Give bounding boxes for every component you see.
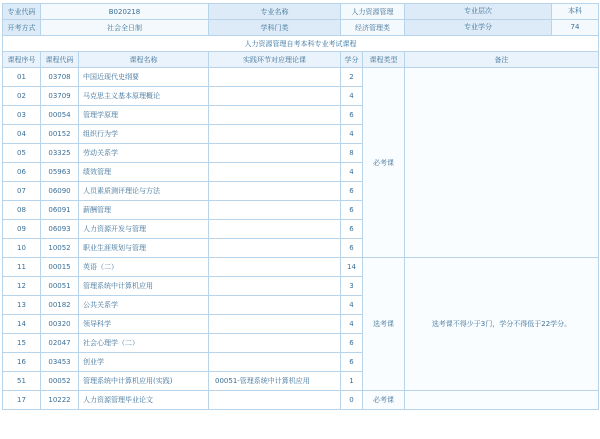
course-practice: [209, 144, 341, 163]
course-code: 10052: [41, 239, 79, 258]
course-name: 人力资源开发与管理: [79, 220, 209, 239]
course-practice: [209, 353, 341, 372]
course-code: 00052: [41, 372, 79, 391]
header-row-1: [3, 4, 599, 20]
course-code: 03708: [41, 68, 79, 87]
course-credit: 6: [341, 106, 363, 125]
course-seq: 03: [3, 106, 41, 125]
course-seq: 13: [3, 296, 41, 315]
course-code: 00182: [41, 296, 79, 315]
course-name: 人力资源管理毕业论文: [79, 391, 209, 410]
course-name: 管理学原理: [79, 106, 209, 125]
course-code: 10222: [41, 391, 79, 410]
subject-category-value: 经济管理类: [341, 20, 405, 36]
table-row: [3, 258, 599, 277]
col-note-header: 备注: [405, 52, 599, 68]
course-practice: [209, 201, 341, 220]
course-note: [405, 391, 599, 410]
course-seq: 51: [3, 372, 41, 391]
course-seq: 01: [3, 68, 41, 87]
course-name: 公共关系学: [79, 296, 209, 315]
major-code-label: 专业代码: [3, 4, 41, 20]
course-seq: 11: [3, 258, 41, 277]
column-header-row: [3, 52, 599, 68]
major-level-value: 本科: [552, 4, 598, 19]
course-name: 劳动关系学: [79, 144, 209, 163]
course-name: 英语（二）: [79, 258, 209, 277]
course-table: [2, 3, 599, 410]
exam-mode-value: 社会全日制: [41, 20, 209, 36]
course-code: 00015: [41, 258, 79, 277]
course-credit: 1: [341, 372, 363, 391]
course-name: 人员素质测评理论与方法: [79, 182, 209, 201]
subject-category-label: 学科门类: [209, 20, 341, 36]
course-practice: [209, 182, 341, 201]
col-name-header: 课程名称: [79, 52, 209, 68]
table-row: [3, 391, 599, 410]
course-seq: 15: [3, 334, 41, 353]
course-practice: [209, 334, 341, 353]
col-code-header: 课程代码: [41, 52, 79, 68]
course-name: 薪酬管理: [79, 201, 209, 220]
course-seq: 10: [3, 239, 41, 258]
course-seq: 17: [3, 391, 41, 410]
course-credit: 6: [341, 353, 363, 372]
course-credit: 14: [341, 258, 363, 277]
course-note: 选考课不得少于3门，学分不得低于22学分。: [405, 258, 599, 391]
header-row-2: [3, 20, 599, 36]
major-level-label: 专业层次: [405, 4, 552, 19]
course-practice: [209, 87, 341, 106]
col-type-header: 课程类型: [363, 52, 405, 68]
exam-mode-label: 开考方式: [3, 20, 41, 36]
table-title-row: [3, 36, 599, 52]
level-cell: [405, 4, 599, 20]
major-name-label: 专业名称: [209, 4, 341, 20]
course-practice: [209, 220, 341, 239]
course-code: 03709: [41, 87, 79, 106]
course-code: 06093: [41, 220, 79, 239]
course-type: 选考课: [363, 258, 405, 391]
course-credit: 3: [341, 277, 363, 296]
course-name: 管理系统中计算机应用: [79, 277, 209, 296]
course-practice: [209, 163, 341, 182]
course-seq: 16: [3, 353, 41, 372]
course-code: 00051: [41, 277, 79, 296]
course-practice: [209, 277, 341, 296]
course-credit: 4: [341, 163, 363, 182]
credit-cell: [405, 20, 599, 36]
course-seq: 06: [3, 163, 41, 182]
course-code: 00320: [41, 315, 79, 334]
course-seq: 04: [3, 125, 41, 144]
course-name: 职业生涯规划与管理: [79, 239, 209, 258]
course-seq: 05: [3, 144, 41, 163]
course-name: 绩效管理: [79, 163, 209, 182]
course-practice: [209, 391, 341, 410]
course-credit: 0: [341, 391, 363, 410]
course-credit: 6: [341, 239, 363, 258]
major-name-value: 人力资源管理: [341, 4, 405, 20]
major-code-value: B020218: [41, 4, 209, 20]
course-name: 创业学: [79, 353, 209, 372]
course-practice: [209, 296, 341, 315]
course-seq: 09: [3, 220, 41, 239]
course-code: 06091: [41, 201, 79, 220]
course-seq: 02: [3, 87, 41, 106]
course-seq: 08: [3, 201, 41, 220]
table-title: 人力资源管理自考本科专业考试课程: [3, 36, 599, 52]
course-credit: 6: [341, 201, 363, 220]
course-credit: 4: [341, 315, 363, 334]
course-name: 社会心理学（二）: [79, 334, 209, 353]
course-practice: [209, 106, 341, 125]
course-seq: 12: [3, 277, 41, 296]
course-practice: [209, 315, 341, 334]
course-credit: 6: [341, 334, 363, 353]
course-practice: [209, 258, 341, 277]
course-credit: 4: [341, 87, 363, 106]
course-code: 00054: [41, 106, 79, 125]
course-type: 必考课: [363, 68, 405, 258]
course-code: 03453: [41, 353, 79, 372]
course-code: 03325: [41, 144, 79, 163]
course-note: [405, 68, 599, 258]
course-credit: 8: [341, 144, 363, 163]
course-practice: [209, 239, 341, 258]
major-credit-value: 74: [552, 20, 598, 35]
col-practice-header: 实践环节对应理论课: [209, 52, 341, 68]
major-credit-label: 专业学分: [405, 20, 552, 35]
course-practice: 00051-管理系统中计算机应用: [209, 372, 341, 391]
course-code: 02047: [41, 334, 79, 353]
course-credit: 6: [341, 220, 363, 239]
course-name: 中国近现代史纲要: [79, 68, 209, 87]
course-practice: [209, 125, 341, 144]
course-code: 06090: [41, 182, 79, 201]
course-name: 管理系统中计算机应用(实践): [79, 372, 209, 391]
table-row: [3, 68, 599, 87]
course-seq: 14: [3, 315, 41, 334]
course-name: 组织行为学: [79, 125, 209, 144]
col-credit-header: 学分: [341, 52, 363, 68]
course-seq: 07: [3, 182, 41, 201]
course-name: 领导科学: [79, 315, 209, 334]
col-seq-header: 课程序号: [3, 52, 41, 68]
course-type: 必考课: [363, 391, 405, 410]
course-code: 00152: [41, 125, 79, 144]
course-credit: 6: [341, 182, 363, 201]
course-credit: 4: [341, 125, 363, 144]
course-code: 05963: [41, 163, 79, 182]
course-table-container: [2, 3, 598, 410]
course-practice: [209, 68, 341, 87]
course-credit: 2: [341, 68, 363, 87]
course-credit: 4: [341, 296, 363, 315]
course-name: 马克思主义基本原理概论: [79, 87, 209, 106]
